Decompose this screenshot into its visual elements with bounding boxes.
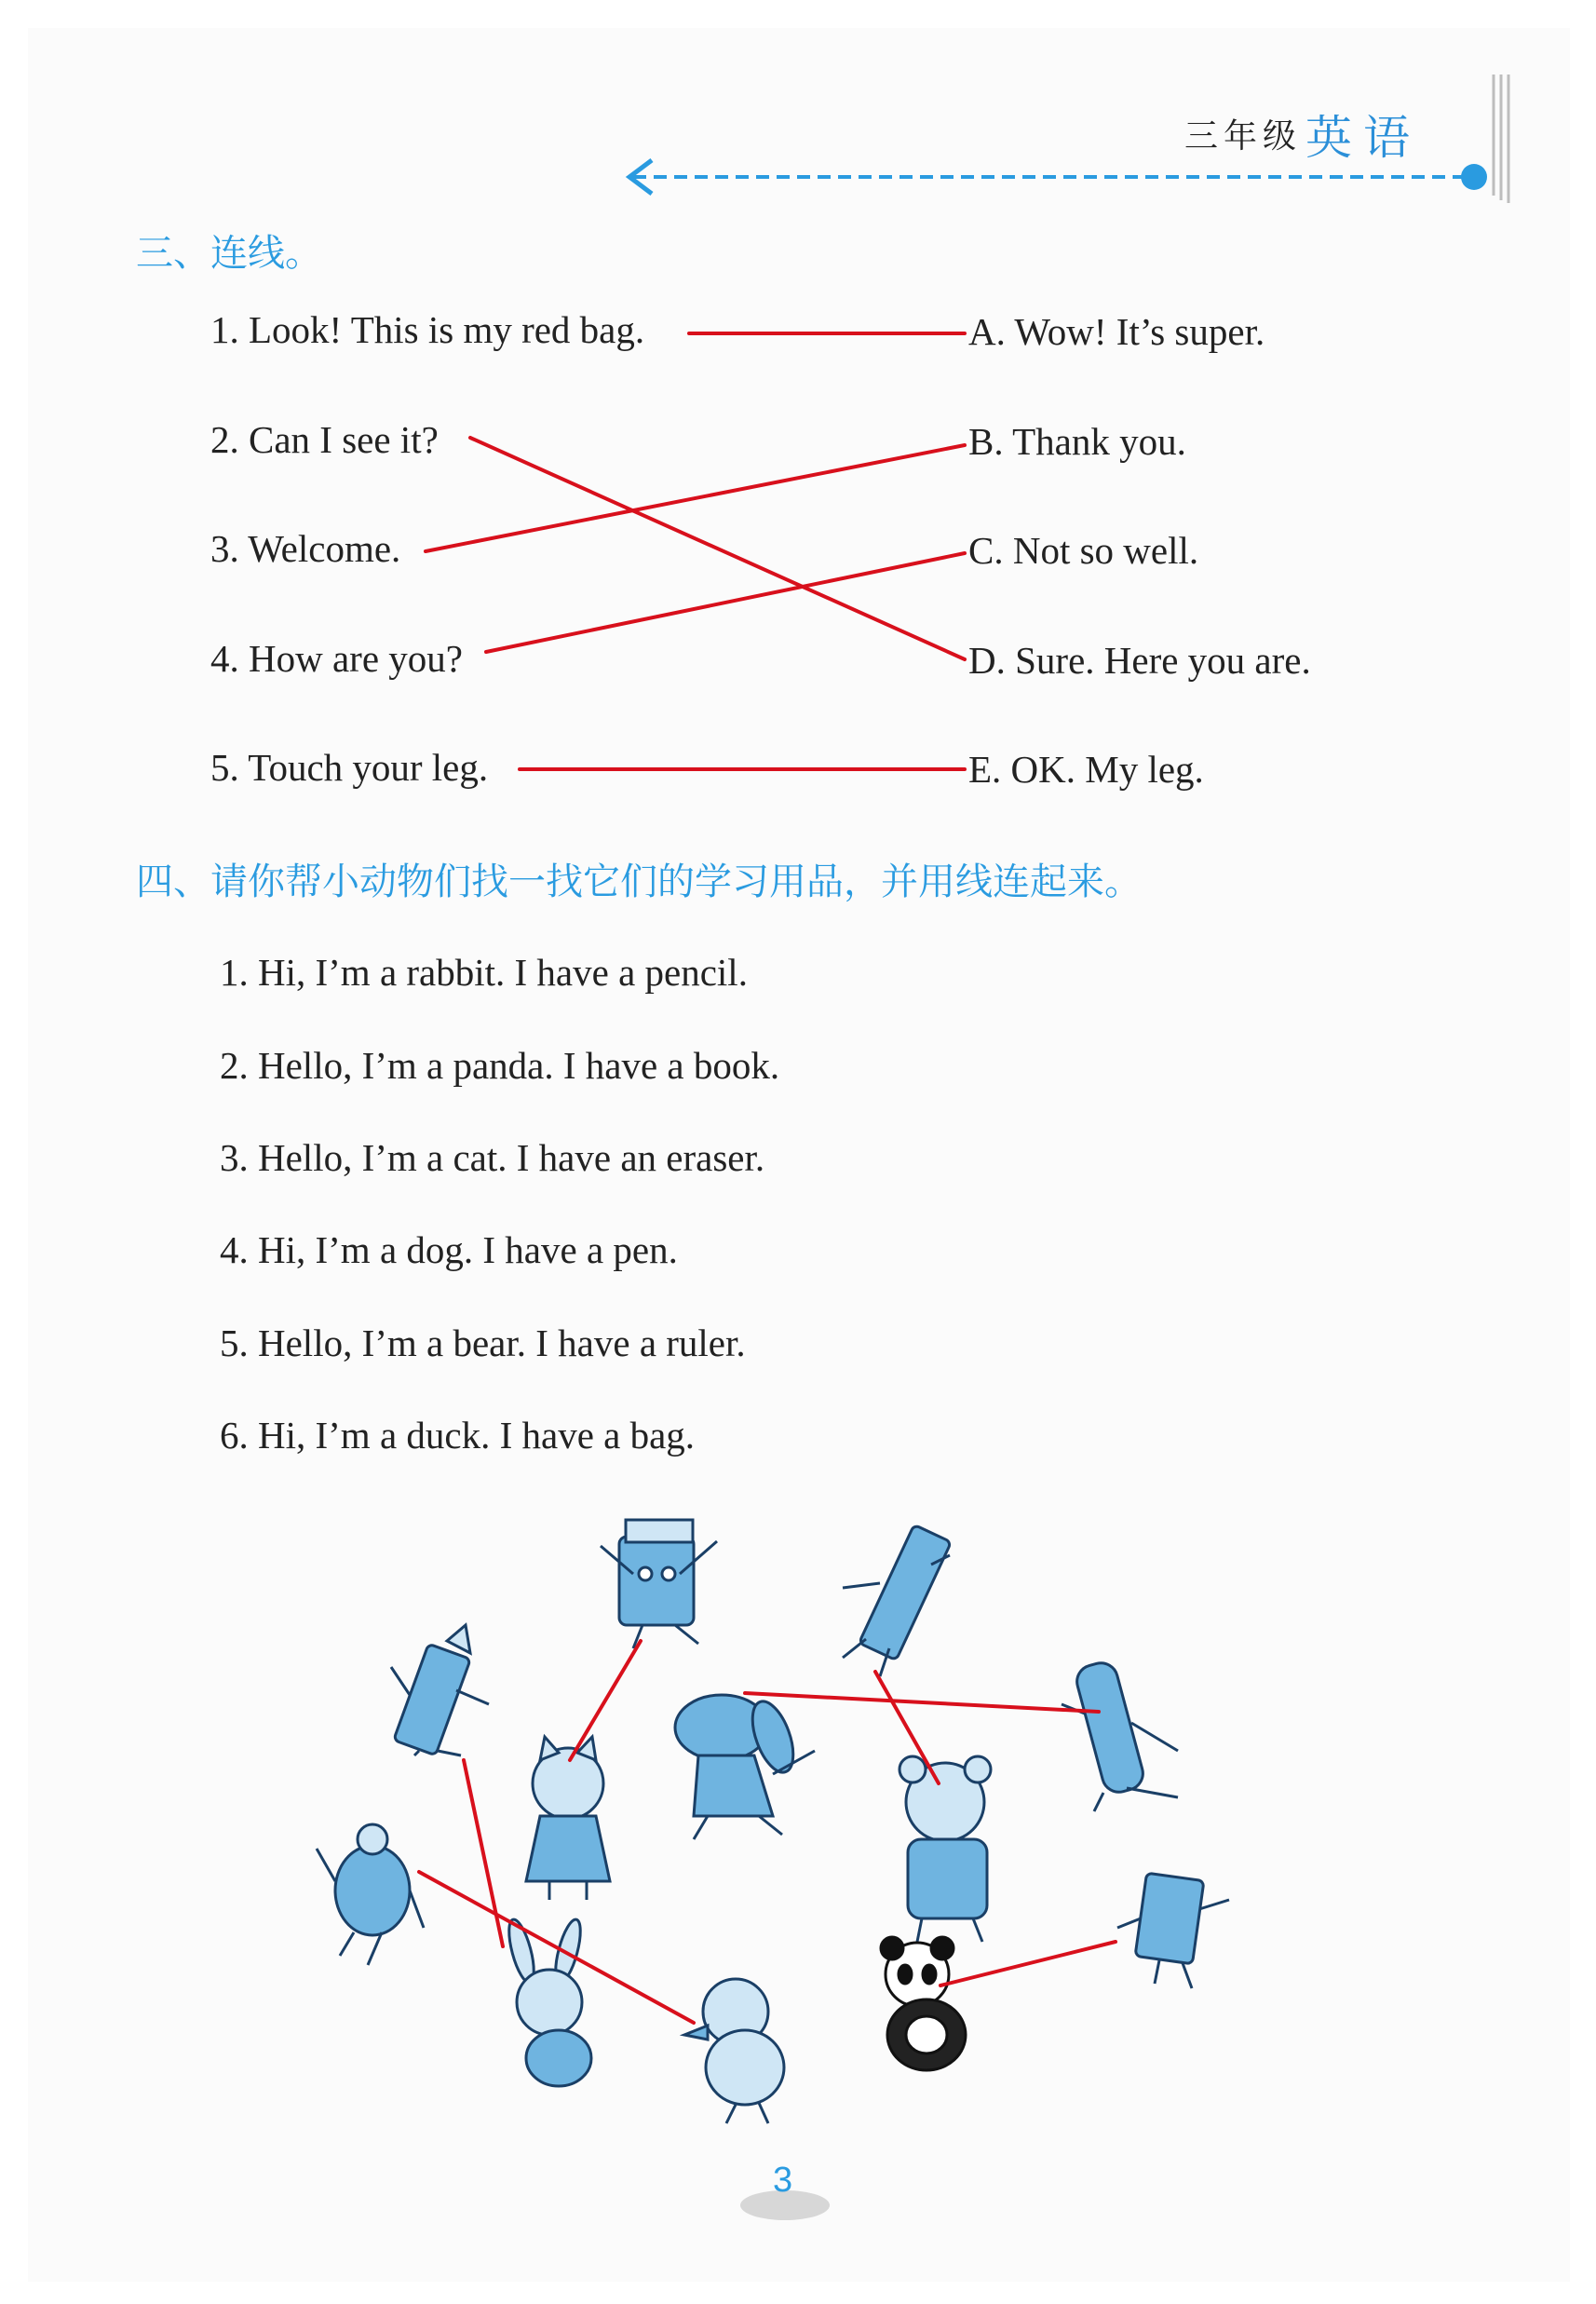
ruler-icon: [843, 1525, 952, 1676]
section-4-title: 四、请你帮小动物们找一找它们的学习用品，并用线连起来。: [136, 861, 1142, 903]
match-left-4: 4. How are you?: [210, 637, 463, 680]
match-right-e: E. OK. My leg.: [968, 748, 1204, 791]
match-right-d: D. Sure. Here you are.: [968, 639, 1311, 682]
sentence-3: 3. Hello, I’m a cat. I have an eraser.: [220, 1136, 765, 1179]
dog-icon: [675, 1695, 815, 1839]
match-line-cat-eraser: [570, 1641, 641, 1760]
section-3-title: 三、连线。: [136, 232, 322, 275]
sentence-4: 4. Hi, I’m a dog. I have a pen.: [220, 1228, 678, 1271]
match-left-1: 1. Look! This is my red bag.: [210, 308, 645, 351]
cat-icon: [526, 1737, 610, 1900]
eraser-icon: [601, 1520, 717, 1648]
match-line-dog-pen: [745, 1693, 1099, 1712]
panda-icon: [881, 1937, 966, 2070]
pencil-icon: [391, 1625, 489, 1755]
match-left-5: 5. Touch your leg.: [210, 746, 489, 789]
bear-icon: [899, 1756, 991, 1942]
page-number: 3: [773, 2161, 793, 2200]
match-right-a: A. Wow! It’s super.: [968, 310, 1265, 353]
sentence-1: 1. Hi, I’m a rabbit. I have a pencil.: [220, 951, 748, 994]
match-left-2: 2. Can I see it?: [210, 418, 439, 461]
match-line-panda-book: [940, 1942, 1116, 1986]
match-line-rabbit-pencil: [464, 1760, 503, 1946]
sentence-5: 5. Hello, I’m a bear. I have a ruler.: [220, 1321, 746, 1364]
duck-icon: [684, 1979, 784, 2123]
grade-label: 三年级: [1184, 117, 1303, 156]
sentence-6: 6. Hi, I’m a duck. I have a bag.: [220, 1414, 696, 1457]
subject-label: 英语: [1305, 111, 1421, 165]
match-right-c: C. Not so well.: [968, 529, 1199, 572]
match-left-3: 3. Welcome.: [210, 527, 401, 570]
book-icon: [1117, 1873, 1229, 1988]
bag-icon: [317, 1824, 424, 1965]
match-right-b: B. Thank you.: [968, 420, 1186, 463]
sentence-2: 2. Hello, I’m a panda. I have a book.: [220, 1044, 780, 1087]
pen-icon: [1062, 1660, 1178, 1811]
